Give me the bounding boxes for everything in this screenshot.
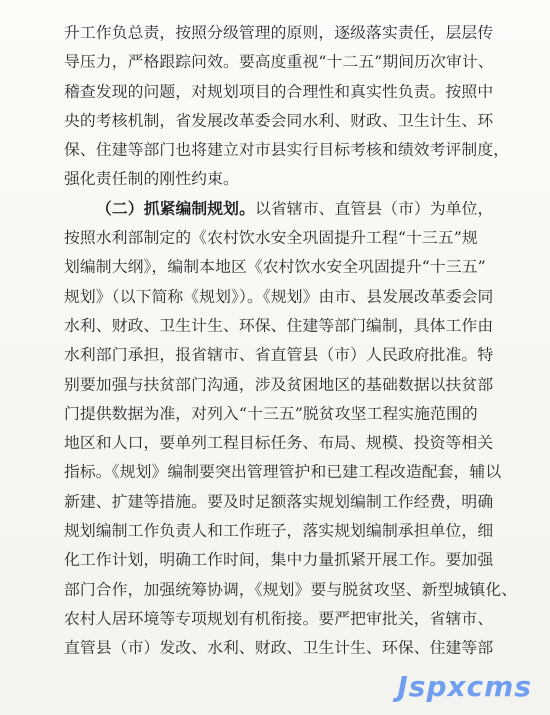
paragraph-line: 划编制大纲》，编制本地区《农村饮水安全巩固提升“十三五” xyxy=(64,257,486,277)
document-body xyxy=(64,18,518,663)
section-first-line xyxy=(64,194,500,223)
paragraph-line: 指标。《规划》编制要突出管理管护和已建工程改造配套，辅以 xyxy=(64,462,502,482)
paragraph-line: 按照水利部制定的《农村饮水安全巩固提升工程“十三五”规 xyxy=(64,228,478,248)
paragraph-line: 规划》（以下简称《规划》）。《规划》由市、县发展改革委会同 xyxy=(64,286,494,306)
paragraph-line: 升工作负总责，按照分级管理的原则，逐级落实责任，层层传 xyxy=(64,23,494,42)
paragraph-line: 稽查发现的问题，对规划项目的合理性和真实性负责。按照中 xyxy=(64,81,494,101)
paragraph-line: 规划编制工作负责人和工作班子，落实规划编制承担单位，细 xyxy=(64,521,494,541)
section-first-line-text: 以省辖市、直管县（市）为单位， xyxy=(254,198,494,218)
paragraph-line: 导压力，严格跟踪问效。要高度重视“十二五”期间历次审计、 xyxy=(64,52,494,72)
paragraph-line: 化工作计划，明确工作时间，集中力量抓紧开展工作。要加强 xyxy=(64,550,494,570)
section-heading: （二）抓紧编制规划。 xyxy=(96,198,255,218)
paragraph-line: 央的考核机制，省发展改革委会同水利、财政、卫生计生、环 xyxy=(64,110,494,130)
paragraph-line: 水利、财政、卫生计生、环保、住建等部门编制，具体工作由 xyxy=(64,315,494,335)
paragraph-line: 直管县（市）发改、水利、财政、卫生计生、环保、住建等部 xyxy=(64,638,494,658)
watermark: Jspxcms xyxy=(397,670,532,703)
paragraph-line: 新建、扩建等措施。要及时足额落实规划编制工作经费，明确 xyxy=(64,491,494,511)
paragraph-line: 别要加强与扶贫部门沟通，涉及贫困地区的基础数据以扶贫部 xyxy=(64,374,494,394)
paragraph-line: 强化责任制的刚性约束。 xyxy=(64,169,239,189)
paragraph-line: 门提供数据为准，对列入“十三五”脱贫攻坚工程实施范围的 xyxy=(64,403,478,423)
paragraph-line: 部门合作，加强统筹协调，《规划》要与脱贫攻坚、新型城镇化、 xyxy=(64,579,518,599)
paragraph-line: 水利部门承担，报省辖市、省直管县（市）人民政府批准。特 xyxy=(64,345,494,365)
paragraph-line: 地区和人口，要单列工程目标任务、布局、规模、投资等相关 xyxy=(64,433,494,453)
paragraph-line: 保、住建等部门也将建立对市县实行目标考核和绩效考评制度， xyxy=(64,140,510,160)
paragraph-line: 农村人居环境等专项规划有机衔接。要严把审批关，省辖市、 xyxy=(64,608,494,628)
